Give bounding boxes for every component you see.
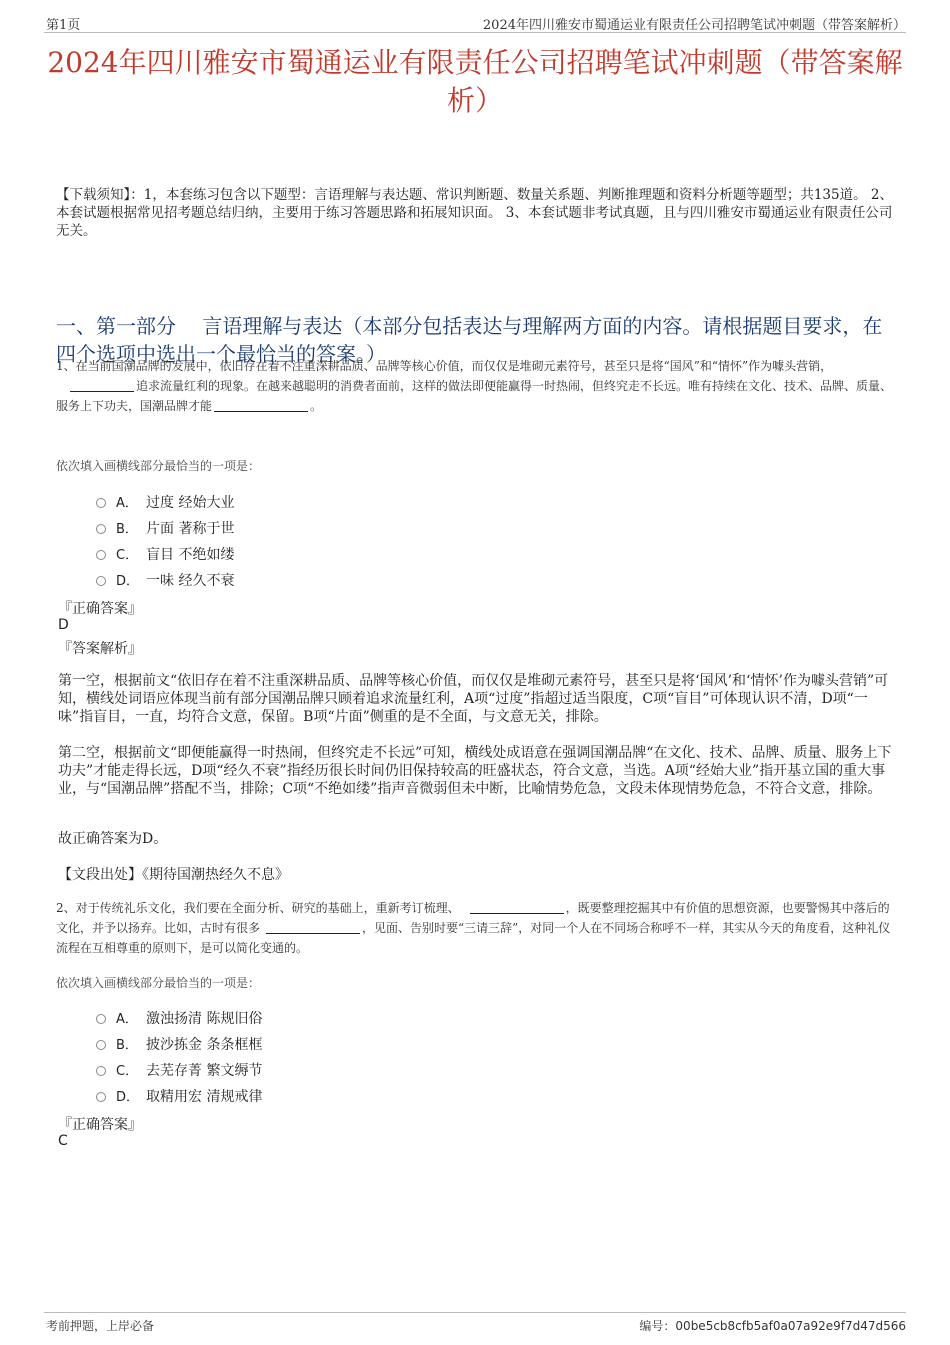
header-doc-title: 2024年四川雅安市蜀通运业有限责任公司招聘笔试冲刺题（带答案解析） [482,18,906,33]
question-1-text: 1、在当前国潮品牌的发展中，依旧存在着不注重深耕品质、品牌等核心价值，而仅仅是堆砌元素符号，甚至只是将“国风”和“情怀”作为噱头营销，追求流量红利的现象。在越来越聪明的消费者面前，这样的做法即便能赢得一时热闹，但终究走不长远。唯有持续在文化、技术、品牌、质量、服务上下功夫，国潮品牌才能 。 [56,359,893,413]
radio-icon[interactable] [96,524,106,534]
correct-answer-label: 『正确答案』 [58,1117,142,1133]
radio-icon[interactable] [96,550,106,560]
answer-blank [70,377,134,392]
analysis-paragraph-1: 第一空，根据前文“依旧存在着不注重深耕品质、品牌等核心价值，而仅仅是堆砌元素符号，甚至只是将‘国风’和‘情怀’作为噱头营销”可知，横线处词语应体现当前有部分国潮品牌只顾着追求流量红利，A项“过度”指超过适当限度，C项“盲目”可体现认识不清，D项“一味”指盲目，一直，均符合文意，保留。B项“片面”侧重的是不全面，与文意无关，排除。 [58,673,889,725]
correct-answer: C [58,1133,68,1149]
radio-icon[interactable] [96,1014,106,1024]
download-notice: 【下载须知】：1，本套练习包含以下题型：言语理解与表达题、常识判断题、数量关系题、判断推理题和资料分析题等题型；共135道。 2、本套试题根据常见招考题总结归纳，主要用于练习答题思路和拓展知识面。 3、本套试题非考试真题，且与四川雅安市蜀通运业有限责任公司无关。 [56,187,893,239]
document-id: 编号：00be5cb8cfb5af0a07a92e9f7d47d566 [639,1319,906,1333]
correct-answer-label: 『正确答案』 [58,601,142,617]
option-c[interactable]: C． 去芜存菁 繁文缛节 [96,1060,262,1080]
question-2-prompt: 依次填入画横线部分最恰当的一项是： [56,976,261,990]
page-header [44,12,906,33]
footer-slogan: 考前押题，上岸必备 [46,1319,155,1333]
option-c[interactable]: C． 盲目 不绝如缕 [96,544,234,564]
page-footer [44,1312,906,1335]
option-d[interactable]: D． 一味 经久不衰 [96,570,234,590]
option-a[interactable]: A． 激浊扬清 陈规旧俗 [96,1008,262,1028]
passage-source: 【文段出处】《期待国潮热经久不息》 [58,867,289,883]
page-number: 第1页 [46,18,81,33]
option-a[interactable]: A． 过度 经始大业 [96,492,234,512]
question-1-prompt: 依次填入画横线部分最恰当的一项是： [56,459,261,473]
section-title: 一、第一部分 言语理解与表达（本部分包括表达与理解两方面的内容。请根据题目要求，在四个选项中选出一个最恰当的答案。） [56,314,883,366]
radio-icon[interactable] [96,1066,106,1076]
radio-icon[interactable] [96,1040,106,1050]
radio-icon[interactable] [96,1092,106,1102]
answer-blank [470,899,564,914]
radio-icon[interactable] [96,498,106,508]
option-b[interactable]: B． 披沙拣金 条条框框 [96,1034,262,1054]
analysis-label: 『答案解析』 [58,641,142,657]
radio-icon[interactable] [96,576,106,586]
answer-blank [214,397,308,412]
question-2-text: 2、对于传统礼乐文化，我们要在全面分析、研究的基础上，重新考订梳理、 ，既要整理挖掘其中有价值的思想资源，也要警惕其中落后的文化，并予以扬弃。比如，古时有很多 ，见面、告别时要“三请三辞”，对同一个人在不同场合称呼不一样，其实从今天的角度看，这种礼仪流程在互相尊重的原则下，是可以简化变通的。 [56,901,891,955]
correct-answer: D [58,617,69,633]
analysis-conclusion: 故正确答案为D。 [58,831,168,847]
analysis-paragraph-2: 第二空，根据前文“即便能赢得一时热闹，但终究走不长远”可知，横线处成语意在强调国潮品牌“在文化、技术、品牌、质量、服务上下功夫”才能走得长远，D项“经久不衰”指经历很长时间仍旧保持较高的旺盛状态，符合文意，当选。A项“经始大业”指开基立国的重大事业，与“国潮品牌”搭配不当，排除；C项“不绝如缕”指声音微弱但未中断，比喻情势危急，文段未体现情势危急，不符合文意，排除。 [58,745,892,797]
answer-blank [266,919,360,934]
option-b[interactable]: B． 片面 著称于世 [96,518,234,538]
document-title: 2024年四川雅安市蜀通运业有限责任公司招聘笔试冲刺题（带答案解析） [47,46,903,117]
option-d[interactable]: D． 取精用宏 清规戒律 [96,1086,262,1106]
